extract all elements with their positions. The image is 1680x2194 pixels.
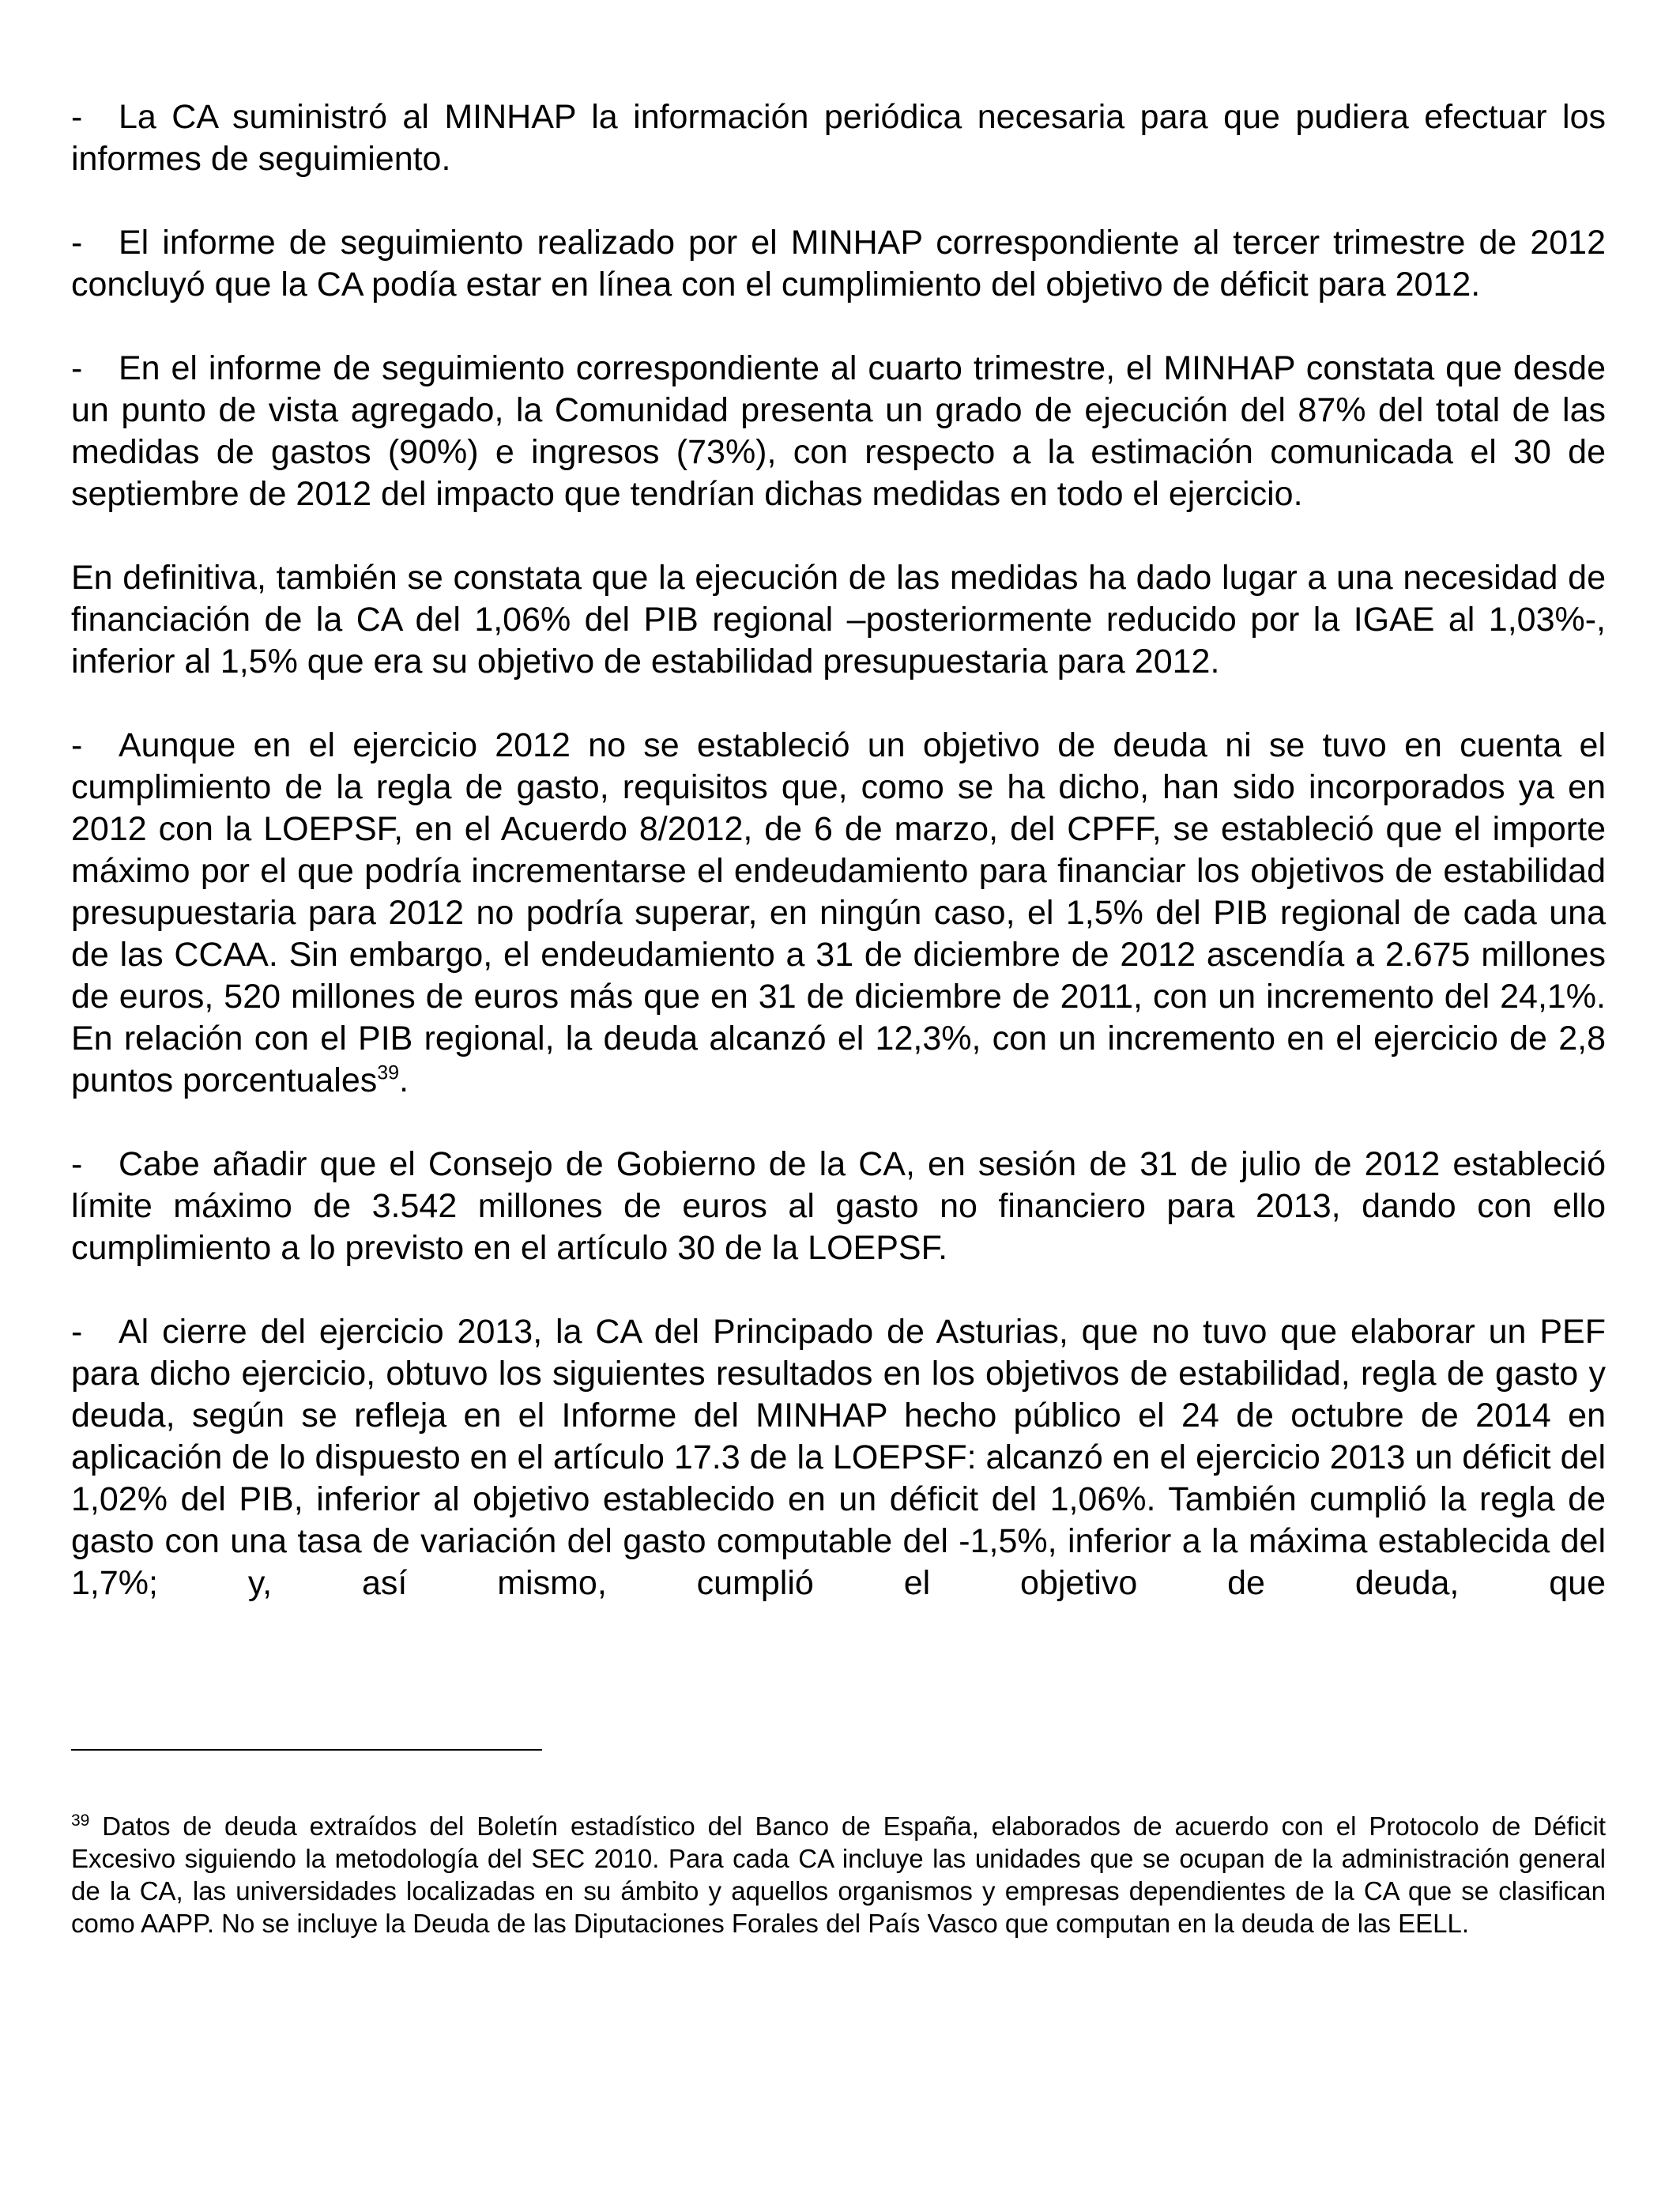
paragraph-6 xyxy=(71,1144,1606,1269)
paragraph-text: Cabe añadir que el Consejo de Gobierno de la CA, en sesión de 31 de julio de 2012 estableció límite máximo de 3.542 millones de euros al gasto no financiero para 2013, dando con ello cumplimiento a lo previsto en el artículo 30 de la LOEPSF. xyxy=(71,1145,1606,1267)
paragraph-7 xyxy=(71,1311,1606,1604)
paragraph-text: El informe de seguimiento realizado por el MINHAP correspondiente al tercer trimestre de 2012 concluyó que la CA podía estar en línea con el cumplimiento del objetivo de déficit para 2012. xyxy=(71,224,1606,303)
footnote xyxy=(71,1810,1606,1940)
list-dash: - xyxy=(71,349,83,387)
paragraph-2 xyxy=(71,222,1606,306)
footnote-reference: 39 xyxy=(377,1061,400,1084)
list-dash: - xyxy=(71,98,83,136)
list-dash: - xyxy=(71,1145,83,1183)
footnote-separator xyxy=(71,1749,542,1751)
footnote-text: Datos de deuda extraídos del Boletín estadístico del Banco de España, elaborados de acuerdo con el Protocolo de Déficit Excesivo siguiendo la metodología del SEC 2010. Para cada CA incluye las unidades que se ocupan de la administración general de la CA, las universidades localizadas en su ámbito y aquellos organismos y empresas dependientes de la CA que se clasifican como AAPP. No se incluye la Deuda de las Diputaciones Forales del País Vasco que computan en la deuda de las EELL. xyxy=(71,1811,1606,1938)
paragraph-text: En definitiva, también se constata que la ejecución de las medidas ha dado lugar a una necesidad de financiación de la CA del 1,06% del PIB regional –posteriormente reducido por la IGAE al 1,03%-, inferior al 1,5% que era su objetivo de estabilidad presupuestaria para 2012. xyxy=(71,559,1606,680)
list-dash: - xyxy=(71,224,83,262)
list-dash: - xyxy=(71,726,83,764)
list-dash: - xyxy=(71,1313,83,1351)
paragraph-5 xyxy=(71,725,1606,1102)
footnote-number: 39 xyxy=(71,1811,90,1830)
paragraph-3 xyxy=(71,348,1606,515)
paragraph-1 xyxy=(71,96,1606,180)
paragraph-text: La CA suministró al MINHAP la información periódica necesaria para que pudiera efectuar los informes de seguimiento. xyxy=(71,98,1606,178)
paragraph-text: Aunque en el ejercicio 2012 no se estableció un objetivo de deuda ni se tuvo en cuenta el cumplimiento de la regla de gasto, requisitos que, como se ha dicho, han sido incorporados ya en 2012 con la LOEPSF, en el Acuerdo 8/2012, de 6 de marzo, del CPFF, se estableció que el importe máximo por el que podría incrementarse el endeudamiento para financiar los objetivos de estabilidad presupuestaria para 2012 no podría superar, en ningún caso, el 1,5% del PIB regional de cada una de las CCAA. Sin embargo, el endeudamiento a 31 de diciembre de 2012 ascendía a 2.675 millones de euros, 520 millones de euros más que en 31 de diciembre de 2011, con un incremento del 24,1%. En relación con el PIB regional, la deuda alcanzó el 12,3%, con un incremento en el ejercicio de 2,8 puntos porcentuales xyxy=(71,726,1606,1099)
paragraph-text: Al cierre del ejercicio 2013, la CA del Principado de Asturias, que no tuvo que elaborar un PEF para dicho ejercicio, obtuvo los siguientes resultados en los objetivos de estabilidad, regla de gasto y deuda, según se refleja en el Informe del MINHAP hecho público el 24 de octubre de 2014 en aplicación de lo dispuesto en el artículo 17.3 de la LOEPSF: alcanzó en el ejercicio 2013 un déficit del 1,02% del PIB, inferior al objetivo establecido en un déficit del 1,06%. También cumplió la regla de gasto con una tasa de variación del gasto computable del -1,5%, inferior a la máxima establecida del 1,7%; y, así mismo, cumplió el objetivo de deuda, que xyxy=(71,1313,1606,1602)
paragraph-4 xyxy=(71,557,1606,683)
document-body xyxy=(71,96,1606,1604)
paragraph-text: En el informe de seguimiento correspondiente al cuarto trimestre, el MINHAP constata que desde un punto de vista agregado, la Comunidad presenta un grado de ejecución del 87% del total de las medidas de gastos (90%) e ingresos (73%), con respecto a la estimación comunicada el 30 de septiembre de 2012 del impacto que tendrían dichas medidas en todo el ejercicio. xyxy=(71,349,1606,513)
paragraph-tail: . xyxy=(399,1061,409,1099)
